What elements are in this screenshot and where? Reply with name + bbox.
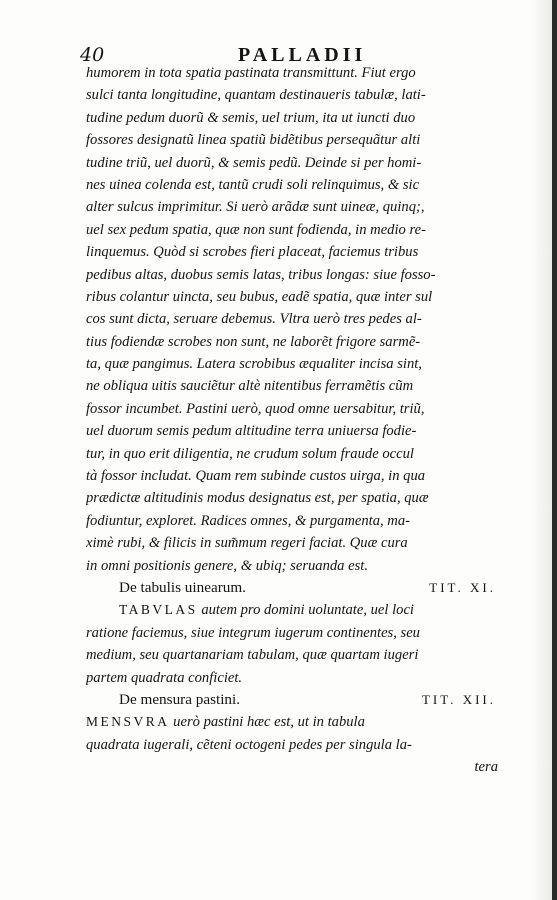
- section-12-first-line-rest: uerò pastini hæc est, ut in tabula: [169, 714, 365, 731]
- section-11-text: [86, 622, 500, 689]
- text-line: tudine triũ, uel duorũ, & semis pedũ. Deinde si per homi-: [86, 154, 422, 171]
- text-line: ximè rubi, & filicis in sum̃mum regeri faciat. Quæ cura: [86, 535, 408, 552]
- gutter-shadow: [530, 0, 552, 900]
- text-line: alter sulcus imprimitur. Si uerò arãdæ sunt uineæ, quinq;,: [86, 199, 425, 216]
- section-11-first-line: [86, 599, 500, 621]
- text-line: sulci tanta longitudine, quantam destinaueris tabulæ, lati-: [86, 87, 426, 104]
- text-line: nes uinea colenda est, tantũ crudi soli relinquimus, & sic: [86, 176, 420, 193]
- section-heading-11: [86, 577, 500, 599]
- section-title-11: De tabulis uinearum.: [119, 578, 246, 596]
- section-heading-12: [86, 689, 500, 711]
- text-line: cos sunt dicta, seruare debemus. Vltra uerò tres pedes al-: [86, 311, 422, 328]
- page-edge: [552, 0, 557, 900]
- text-line: prædictæ altitudinis modus designatus est, per spatia, quæ: [86, 490, 429, 507]
- section-number-12: TIT. XII.: [421, 691, 496, 707]
- section-number-11: TIT. XI.: [429, 579, 496, 595]
- body-paragraph: [86, 62, 500, 577]
- text-line: humorem in tota spatia pastinata transmittunt. Fiut ergo: [86, 65, 416, 81]
- text-line: medium, seu quartanariam tabulam, quæ quartam iugeri: [86, 647, 419, 664]
- text-line: fossores designatũ linea spatiũ bidẽtibus persequãtur alti: [86, 132, 421, 149]
- text-line: quadrata iugerali, cẽteni octogeni pedes per singula la-: [86, 736, 412, 753]
- section-title-12: De mensura pastini.: [119, 690, 241, 708]
- section-12-lead-word: MENSVRA: [86, 714, 170, 730]
- section-12-text: [86, 734, 500, 779]
- text-line: linquemus. Quòd si scrobes fieri placeat, faciemus tribus: [86, 244, 419, 261]
- text-line: in omni positionis genere, & ubiq; seruanda est.: [86, 557, 368, 574]
- text-line: pedibus altas, duobus semis latas, tribus longas: siue fosso-: [86, 266, 436, 283]
- page-number: 40: [80, 44, 105, 66]
- text-line: tà fossor includat. Quam rem subinde custos uirga, in qua: [86, 468, 426, 485]
- text-line: fossor incumbet. Pastini uerò, quod omne uersabitur, triũ,: [86, 400, 425, 417]
- text-line: fodiuntur, exploret. Radices omnes, & purgamenta, ma-: [86, 512, 410, 529]
- text-line: tius fodiendæ scrobes non sunt, ne laborẽt frigore sarmẽ-: [86, 333, 421, 350]
- text-line: ta, quæ pangimus. Latera scrobibus æqualiter incisa sint,: [86, 356, 422, 373]
- section-12-first-line: [86, 711, 500, 733]
- text-line: tur, in quo erit diligentia, ne crudum solum fraude occul: [86, 445, 414, 462]
- text-line: uel sex pedum spatia, quæ non sunt fodienda, in medio re-: [86, 221, 426, 238]
- text-line: ne obliqua uitis sauciẽtur altè nitentibus ferramẽtis cũm: [86, 378, 414, 395]
- text-line: tera: [474, 759, 498, 776]
- text-line: tudine pedum duorũ & semis, uel trium, ita ut iuncti duo: [86, 109, 416, 126]
- running-title: PALLADII: [238, 44, 367, 66]
- text-line: ratione faciemus, siue integrum iugerum continentes, seu: [86, 624, 420, 641]
- text-line: partem quadrata conficiet.: [86, 669, 243, 686]
- section-11-lead-word: TABVLAS: [119, 602, 198, 618]
- text-block: [86, 62, 500, 779]
- section-11-first-line-rest: autem pro domini uoluntate, uel loci: [197, 602, 414, 619]
- text-line: ribus colantur uincta, seu bubus, eadẽ spatia, quæ inter sul: [86, 288, 433, 305]
- text-line: uel duorum semis pedum altitudine terra uniuersa fodie-: [86, 423, 417, 440]
